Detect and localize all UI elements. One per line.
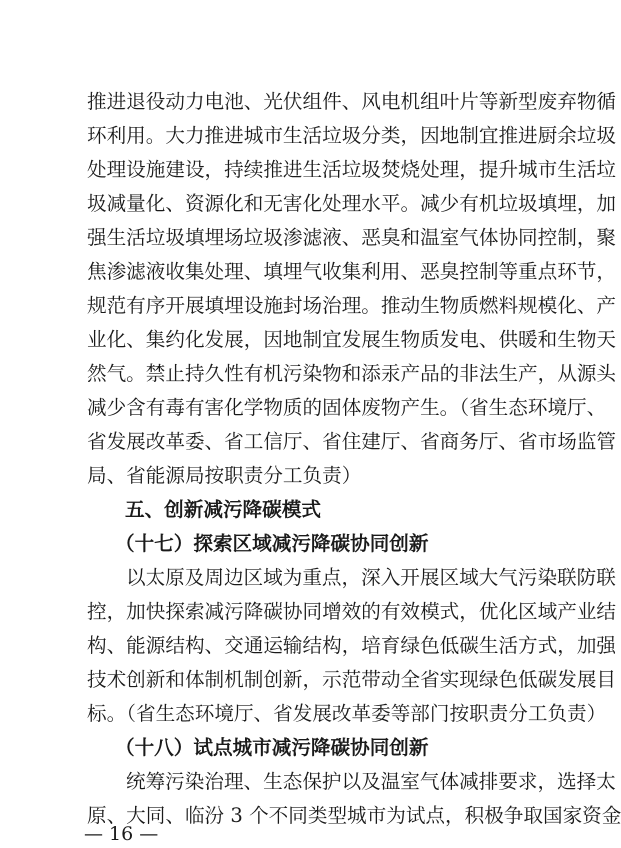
text-line: 强生活垃圾填埋场垃圾渗滤液、恶臭和温室气体协同控制，聚: [87, 226, 617, 249]
page-number: — 16 —: [84, 823, 159, 845]
text-line: 减少含有毒有害化学物质的固体废物产生。（省生态环境厅、: [87, 396, 607, 419]
text-line: 标。（省生态环境厅、省发展改革委等部门按职责分工负责）: [87, 702, 607, 725]
text-line: 局、省能源局按职责分工负责）: [87, 464, 362, 487]
text-line: 推进退役动力电池、光伏组件、风电机组叶片等新型废弃物循: [87, 90, 617, 113]
text-line: 处理设施建设，持续推进生活垃圾焚烧处理，提升城市生活垃: [87, 158, 617, 181]
text-line: 业化、集约化发展，因地制宜发展生物质发电、供暖和生物天: [87, 328, 617, 351]
text-line: 原、大同、临汾 3 个不同类型城市为试点，积极争取国家资金: [87, 804, 621, 827]
subsection-17-heading: （十七）探索区域减污降碳协同创新: [115, 532, 429, 555]
subsection-18-heading: （十八）试点城市减污降碳协同创新: [115, 736, 429, 759]
text-line: 省发展改革委、省工信厅、省住建厅、省商务厅、省市场监管: [87, 430, 617, 453]
text-line: 构、能源结构、交通运输结构，培育绿色低碳生活方式，加强: [87, 634, 617, 657]
text-line: 环利用。大力推进城市生活垃圾分类，因地制宜推进厨余垃圾: [87, 124, 617, 147]
text-line: 技术创新和体制机制创新，示范带动全省实现绿色低碳发展目: [87, 668, 617, 691]
text-line: 圾减量化、资源化和无害化处理水平。减少有机垃圾填埋，加: [87, 192, 617, 215]
text-line: 焦渗滤液收集处理、填埋气收集利用、恶臭控制等重点环节，: [87, 260, 617, 283]
text-line: 以太原及周边区域为重点，深入开展区域大气污染联防联: [126, 566, 616, 589]
section-heading: 五、创新减污降碳模式: [125, 498, 321, 521]
text-line: 统筹污染治理、生态保护以及温室气体减排要求，选择太: [126, 770, 616, 793]
text-line: 然气。禁止持久性有机污染物和添汞产品的非法生产，从源头: [87, 362, 617, 385]
text-line: 控，加快探索减污降碳协同增效的有效模式，优化区域产业结: [87, 600, 617, 623]
text-line: 规范有序开展填埋设施封场治理。推动生物质燃料规模化、产: [87, 294, 617, 317]
